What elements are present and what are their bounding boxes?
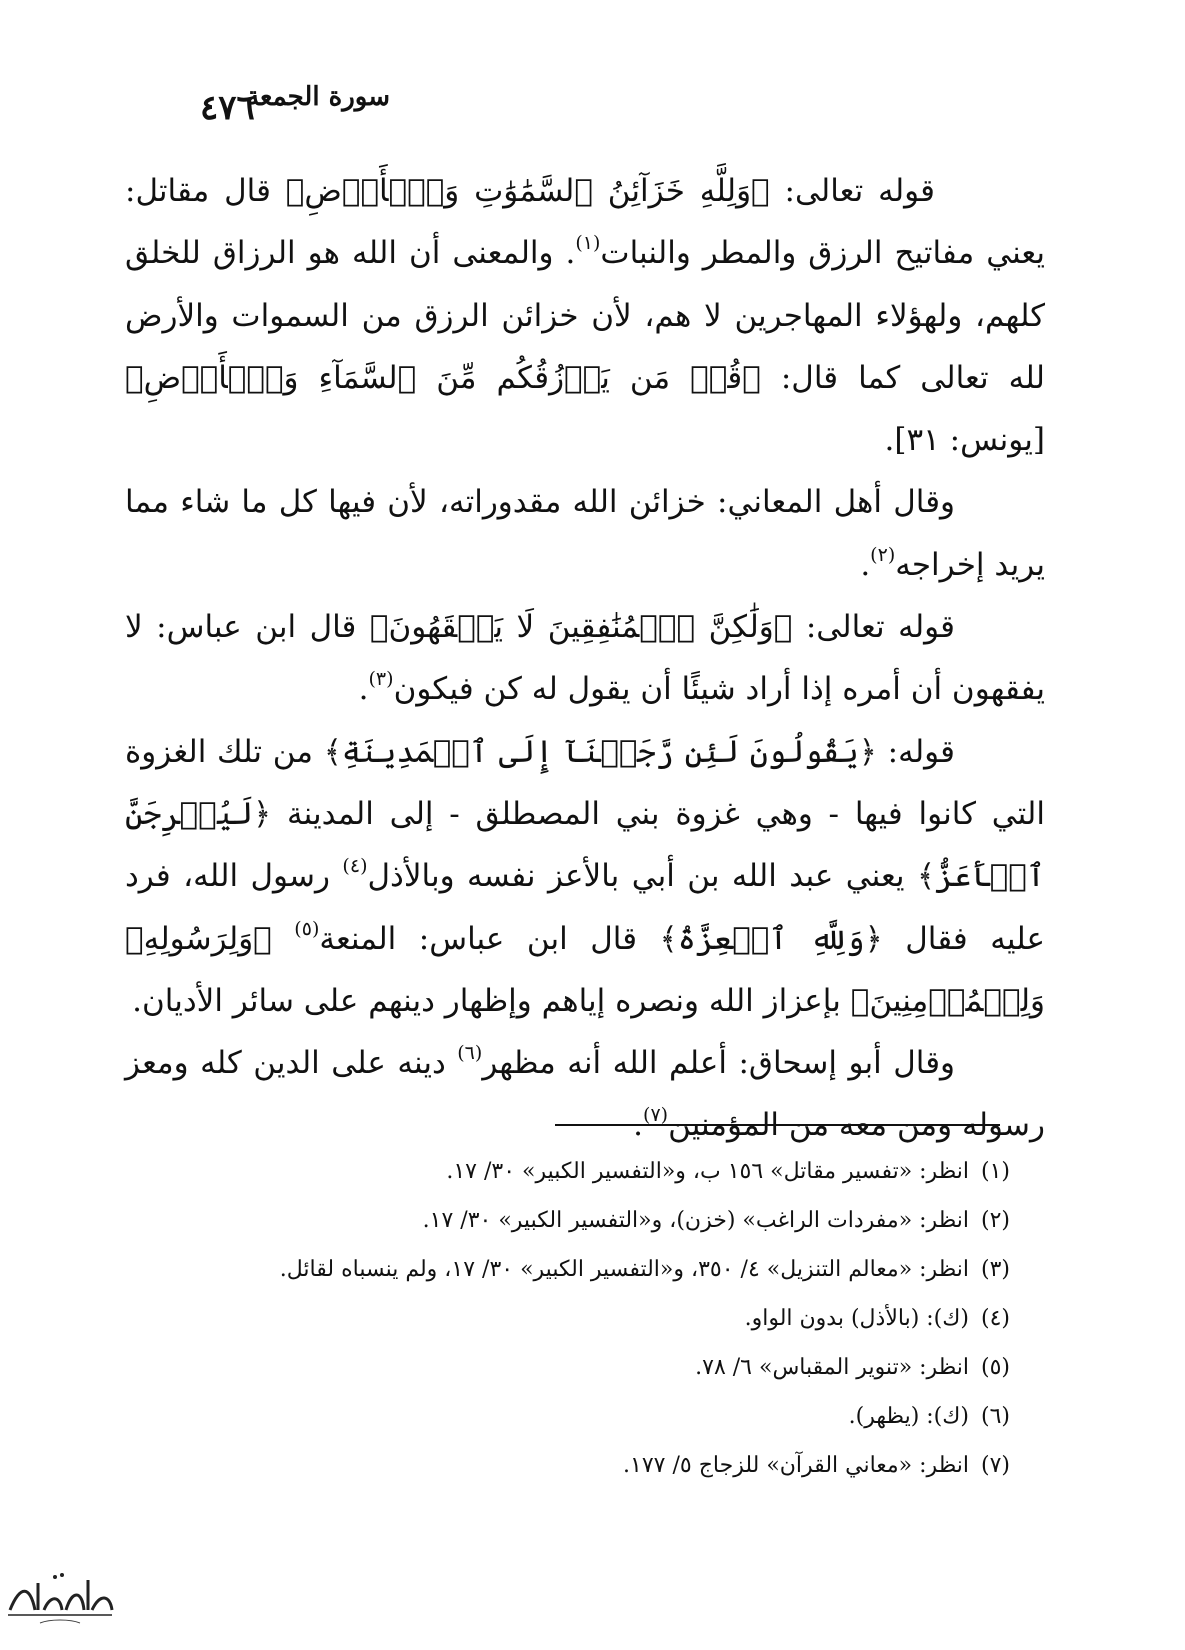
footnote-ref: (٣) (368, 668, 394, 691)
text-run: . (633, 1107, 644, 1144)
paragraph (125, 160, 1045, 471)
footnote-number: (٥) (980, 1355, 1010, 1380)
footnote-text: انظر: «معاني القرآن» للزجاج ٥/ ١٧٧. (623, 1453, 969, 1478)
text-run: . (358, 671, 369, 708)
footnote-item (130, 1147, 1010, 1196)
paragraph (125, 471, 1045, 596)
footnote-item (130, 1343, 1010, 1392)
footnote-ref: (٦) (457, 1042, 483, 1065)
paragraph (125, 721, 1045, 1032)
quran-verse: ﴿وَلَٰكِنَّ ٱلۡمُنَٰفِقِينَ لَا يَفۡقَهُونَ﴾ (369, 609, 793, 646)
page-number: ٤٧٦ (200, 88, 255, 128)
text-run: قوله تعالى: (792, 609, 955, 646)
footnote-text: انظر: «تنوير المقباس» ٦/ ٧٨. (695, 1355, 969, 1380)
footnote-number: (٤) (980, 1306, 1010, 1331)
paragraph (125, 596, 1045, 721)
text-run: قوله: (876, 733, 955, 770)
footnote-ref: (٢) (870, 543, 896, 566)
text-run: من تلك الغزوة التي كانوا فيها - وهي غزوة بني المصطلق - إلى المدينة (125, 733, 1045, 832)
publisher-logo-icon (0, 1565, 120, 1640)
footnote-text: انظر: «مفردات الراغب» (خزن)، و«التفسير الكبير» ٣٠/ ١٧. (422, 1208, 969, 1233)
footnote-number: (٦) (980, 1404, 1010, 1429)
footnote-item (130, 1392, 1010, 1441)
text-run: . والمعنى أن الله هو الرزاق للخلق كلهم، ولهؤلاء المهاجرين لا هم، لأن خزائن الرزق من السموات والأرض لله تعالى كما قال: (125, 235, 1045, 396)
text-run: رسول الله، فرد عليه فقال (125, 858, 1045, 957)
quran-verse: ﴿وَلِلَّهِ ٱلۡعِزَّةُ﴾ (659, 920, 883, 957)
footnote-number: (٣) (980, 1257, 1010, 1282)
main-text (125, 160, 1045, 1157)
footnote-item (130, 1294, 1010, 1343)
footnote-text: انظر: «تفسير مقاتل» ١٥٦ ب، و«التفسير الكبير» ٣٠/ ١٧. (446, 1159, 969, 1184)
quran-verse: ﴿يَقُولُونَ لَئِن رَّجَعۡنَآ إِلَى ٱلۡمَدِينَةِ﴾ (323, 733, 877, 770)
footnote-text: انظر: «معالم التنزيل» ٤/ ٣٥٠، و«التفسير الكبير» ٣٠/ ١٧، ولم ينسباه لقائل. (279, 1257, 969, 1282)
text-run (272, 921, 295, 957)
text-run: قوله تعالى: (769, 173, 936, 209)
footnote-ref: (٧) (643, 1104, 669, 1127)
footnote-number: (٧) (980, 1453, 1010, 1478)
footnote-text: (ك): (بالأذل) بدون الواو. (744, 1306, 969, 1331)
quran-verse: ﴿وَلِلَّهِ خَزَآئِنُ ٱلسَّمَٰوَٰتِ وَٱلۡأَرۡضِ﴾ (285, 173, 770, 209)
text-run: [يونس: ٣١]. (884, 422, 1045, 459)
footnote-ref: (٥) (294, 917, 320, 940)
footnote-number: (٢) (980, 1208, 1010, 1233)
footnote-ref: (٤) (342, 855, 368, 878)
quran-verse: ﴿قُلۡ مَن يَرۡزُقُكُم مِّنَ ٱلسَّمَآءِ وَٱلۡأَرۡضِ﴾ (125, 359, 761, 396)
quran-verse: ﴿وَلِرَسُولِهِۦ وَلِلۡمُؤۡمِنِينَ﴾ (125, 920, 1045, 1019)
text-run: قال مقاتل: يعني مفاتيح الرزق والمطر والنبات (125, 173, 1046, 272)
footnote-ref: (١) (575, 232, 601, 255)
text-run: دينه على الدين كله ومعز رسوله ومن معه من المؤمنين (125, 1045, 1045, 1144)
page-header (200, 78, 1030, 128)
footnote-separator (555, 1124, 1000, 1126)
text-run: قال ابن عباس: المنعة (319, 920, 660, 957)
footnotes (130, 1147, 1010, 1490)
footnote-item (130, 1245, 1010, 1294)
quran-verse: ﴿لَيُخۡرِجَنَّ ٱلۡأَعَزُّ﴾ (125, 795, 1045, 895)
text-run: قال ابن عباس: لا يفقهون أن أمره إذا أراد شيئًا أن يقول له كن فيكون (125, 609, 1045, 708)
text-run: بإعزاز الله ونصره إياهم وإظهار دينهم على سائر الأديان. (132, 982, 851, 1019)
footnote-number: (١) (980, 1159, 1010, 1184)
text-run: وقال أبو إسحاق: أعلم الله أنه مظهر (482, 1045, 955, 1082)
text-run: وقال أهل المعاني: خزائن الله مقدوراته، لأن فيها كل ما شاء مما يريد إخراجه (125, 484, 1045, 583)
text-run: يعني عبد الله بن أبي بالأعز نفسه وبالأذل (367, 858, 917, 895)
footnote-item (130, 1196, 1010, 1245)
footnote-item (130, 1441, 1010, 1490)
paragraph (125, 1032, 1045, 1157)
text-run: . (860, 546, 871, 583)
surah-title: سورة الجمعة (246, 82, 390, 112)
footnote-text: (ك): (يظهر). (848, 1404, 969, 1429)
